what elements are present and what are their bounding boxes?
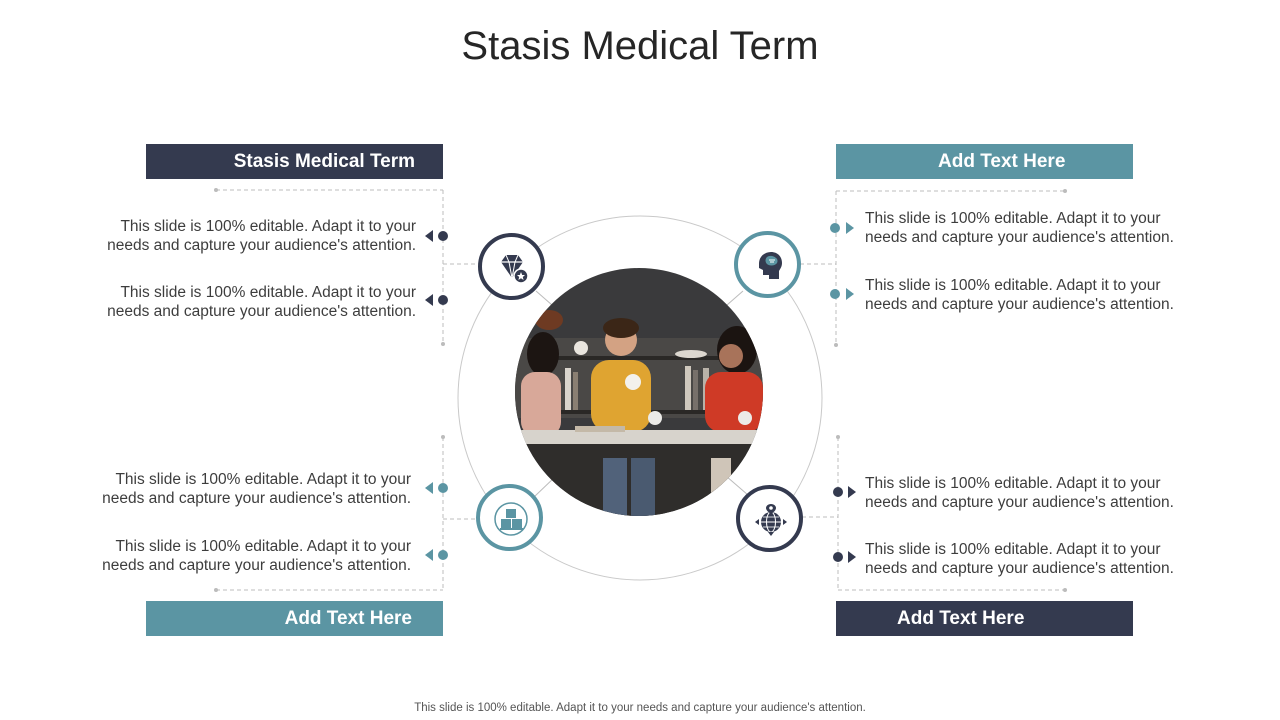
boxes-icon <box>493 501 529 537</box>
bullet-tr-2 <box>830 288 854 300</box>
bullet-br-2 <box>833 551 856 563</box>
team-meeting-photo <box>515 268 763 516</box>
bottom-left-item-1-line2: needs and capture your audience's attention. <box>102 490 411 507</box>
bottom-right-heading <box>836 601 1133 636</box>
top-left-item-1-line2: needs and capture your audience's attention. <box>107 237 416 254</box>
top-left-item-1-line1: This slide is 100% editable. Adapt it to your <box>120 218 416 235</box>
bottom-right-item-2-line2: needs and capture your audience's attention. <box>865 560 1174 577</box>
bottom-left-item-1-line1: This slide is 100% editable. Adapt it to your <box>115 471 411 488</box>
top-left-item-2 <box>56 283 416 321</box>
bullet-br-1 <box>833 486 856 498</box>
top-right-heading-text: Add Text Here <box>938 151 1066 172</box>
bullet-bl-1 <box>425 482 448 494</box>
bottom-right-item-1-line1: This slide is 100% editable. Adapt it to your <box>865 475 1161 492</box>
top-right-item-1 <box>865 209 1225 247</box>
top-right-item-2-line2: needs and capture your audience's attention. <box>865 296 1174 313</box>
bottom-left-item-2 <box>51 537 411 575</box>
bottom-left-item-2-line1: This slide is 100% editable. Adapt it to your <box>115 538 411 555</box>
brain-head-icon-circle <box>734 231 801 298</box>
bullet-bl-2 <box>425 549 448 561</box>
top-right-item-1-line1: This slide is 100% editable. Adapt it to your <box>865 210 1161 227</box>
bottom-right-item-1-line2: needs and capture your audience's attention. <box>865 494 1174 511</box>
top-left-item-2-line1: This slide is 100% editable. Adapt it to your <box>120 284 416 301</box>
globe-arrows-icon <box>753 502 789 538</box>
boxes-icon-circle <box>476 484 543 551</box>
bottom-left-item-1 <box>51 470 411 508</box>
brain-head-icon <box>751 248 787 284</box>
top-right-item-1-line2: needs and capture your audience's attention. <box>865 229 1174 246</box>
bottom-right-item-2-line1: This slide is 100% editable. Adapt it to your <box>865 541 1161 558</box>
top-left-heading-text: Stasis Medical Term <box>233 151 415 172</box>
top-left-item-1 <box>56 217 416 255</box>
bottom-left-item-2-line2: needs and capture your audience's attention. <box>102 557 411 574</box>
top-right-item-2-line1: This slide is 100% editable. Adapt it to your <box>865 277 1161 294</box>
bullet-tl-2 <box>425 294 448 306</box>
diamond-badge-icon <box>495 250 531 286</box>
bullet-tl-1 <box>425 230 448 242</box>
footer-note: This slide is 100% editable. Adapt it to your needs and capture your audience's attention. <box>414 702 866 714</box>
top-left-heading <box>146 144 443 179</box>
bottom-right-item-2 <box>865 540 1225 578</box>
bottom-left-heading <box>146 601 443 636</box>
top-right-heading <box>836 144 1133 179</box>
bottom-right-item-1 <box>865 474 1225 512</box>
globe-arrows-icon-circle <box>736 485 803 552</box>
diamond-badge-icon-circle <box>478 233 545 300</box>
top-right-item-2 <box>865 276 1225 314</box>
bottom-left-heading-text: Add Text Here <box>284 608 412 629</box>
slide-title: Stasis Medical Term <box>461 24 819 68</box>
top-left-item-2-line2: needs and capture your audience's attention. <box>107 303 416 320</box>
bullet-tr-1 <box>830 222 854 234</box>
bottom-right-heading-text: Add Text Here <box>897 608 1025 629</box>
